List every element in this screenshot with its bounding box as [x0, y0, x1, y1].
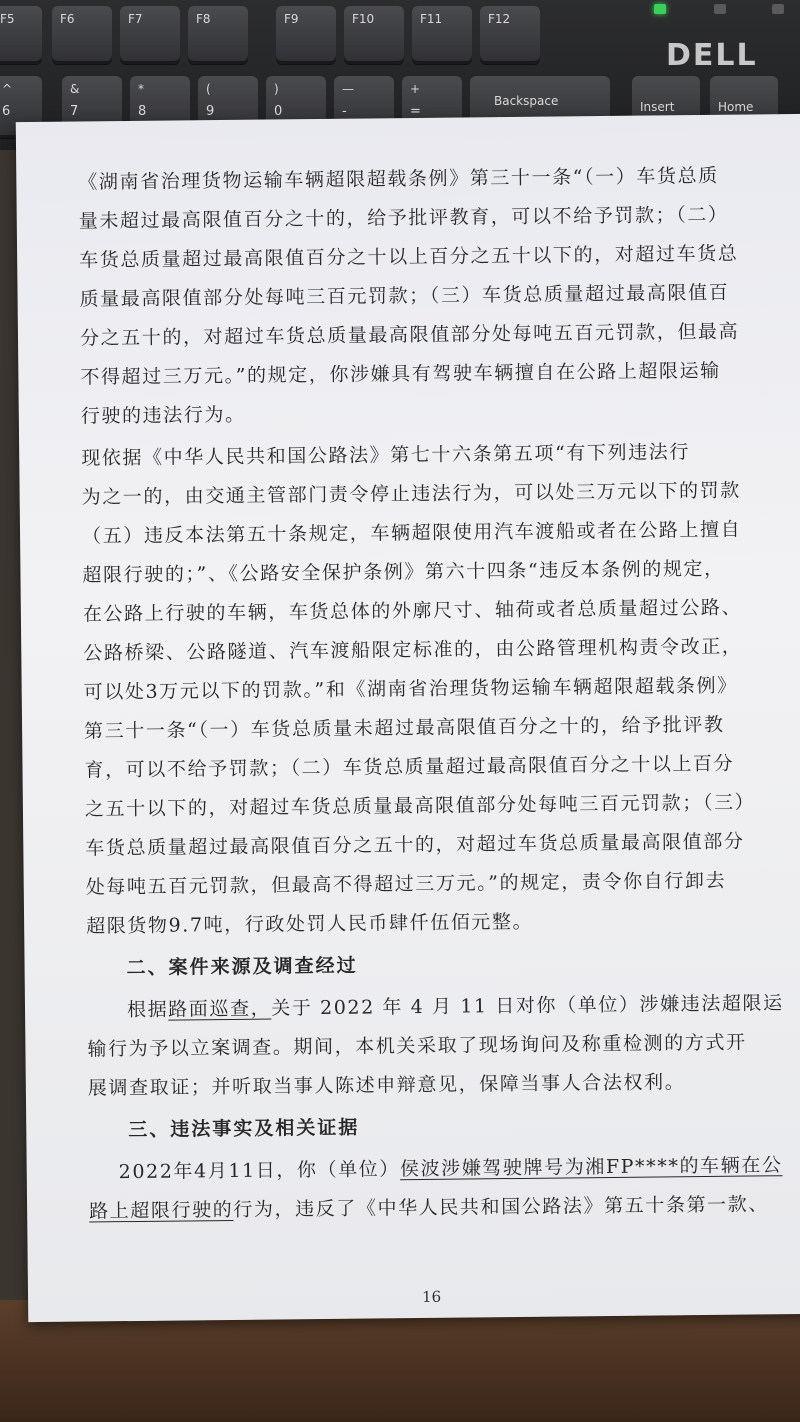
body-line: 车货总质量超过最高限值百分之五十的，对超过车货总质量最高限值部分 — [85, 830, 745, 860]
body-line — [119, 1150, 783, 1184]
key-label: * — [138, 82, 144, 96]
key-f12[interactable] — [480, 6, 540, 64]
key-label: 9 — [206, 104, 215, 119]
key-label: F11 — [420, 12, 443, 26]
body-line: 之五十以下的，对超过车货总质量最高限值部分处每吨三百元罚款；（三） — [84, 791, 756, 821]
key-f7[interactable] — [120, 6, 180, 64]
body-line: 第三十一条“（一）车货总质量未超过最高限值百分之十的，给予批评教 — [84, 713, 725, 743]
body-line: 《湖南省治理货物运输车辆超限超载条例》第三十一条“（一）车货总质 — [78, 164, 719, 194]
key-label: F12 — [488, 12, 511, 26]
body-line: 处每吨五百元罚款，但最高不得超过三万元。”的规定，责令你自行卸去 — [85, 869, 727, 899]
key-f6[interactable] — [52, 6, 112, 64]
section-heading: 三、违法事实及相关证据 — [128, 1116, 360, 1142]
key-label: F6 — [60, 12, 75, 26]
body-line: 可以处3万元以下的罚款。”和《湖南省治理货物运输车辆超限超载条例》 — [83, 674, 738, 704]
body-line: 展调查取证；并听取当事人陈述申辩意见，保障当事人合法权利。 — [87, 1071, 686, 1100]
body-line: 量未超过最高限值百分之十的，给予批评教育，可以不给予罚款；（二） — [78, 203, 729, 233]
underlined-text: 路面巡查， — [168, 997, 272, 1021]
status-led — [714, 4, 726, 14]
text-fragment: 行为，违反了《中华人民共和国公路法》第五十条第一款、 — [233, 1193, 770, 1221]
body-line: 超限行驶的；”、《公路安全保护条例》第六十四条“违反本条例的规定， — [82, 557, 725, 587]
underlined-text: 路上超限行驶的 — [89, 1198, 234, 1223]
key-label: ^ — [2, 82, 13, 96]
key-label: Backspace — [494, 94, 559, 108]
body-line: （五）违反本法第五十条规定，车辆超限使用汽车渡船或者在公路上擅自 — [81, 518, 742, 548]
body-line: 不得超过三万元。”的规定，你涉嫌具有驾驶车辆擅自在公路上超限运输 — [80, 359, 721, 389]
body-line: 分之五十的，对超过车货总质量最高限值部分处每吨五百元罚款，但最高 — [79, 320, 740, 350]
body-line: 在公路上行驶的车辆，车货总体的外廓尺寸、轴荷或者总质量超过公路、 — [82, 596, 743, 626]
body-line: 公路桥梁、公路隧道、汽车渡船限定标准的，由公路管理机构责令改正， — [83, 635, 743, 665]
key-label: - — [342, 104, 347, 119]
status-led — [772, 4, 784, 14]
text-fragment: 2022年4月11日，你（单位） — [118, 1158, 401, 1184]
section-heading: 二、案件来源及调查经过 — [126, 954, 358, 980]
key-label: Insert — [640, 100, 675, 114]
key-label: — — [342, 82, 354, 96]
key-label: ) — [274, 82, 279, 96]
key-label: = — [410, 104, 421, 119]
underlined-text: 侯波涉嫌驾驶牌号为湘FP****的车辆在公 — [399, 1154, 783, 1181]
body-line: 超限货物9.7吨，行政处罚人民币肆仟伍佰元整。 — [86, 910, 534, 938]
key-label: F7 — [128, 12, 143, 26]
key-label: & — [70, 82, 80, 96]
text-fragment: 关于 2022 年 4 月 11 日对你（单位）涉嫌违法超限运 — [271, 992, 784, 1020]
body-line: 为之一的，由交通主管部门责令停止违法行为，可以处三万元以下的罚款 — [81, 479, 741, 509]
text-fragment: 根据 — [126, 998, 169, 1022]
status-led — [654, 4, 666, 14]
key-label: 7 — [70, 104, 79, 119]
body-line: 行驶的违法行为。 — [80, 403, 246, 428]
key-label: 0 — [274, 104, 283, 119]
key-label: 6 — [2, 104, 11, 119]
key-label: F5 — [0, 12, 15, 26]
page-number: 16 — [421, 1287, 442, 1306]
key-label: F8 — [196, 12, 211, 26]
key-label: F9 — [284, 12, 299, 26]
document-page — [16, 114, 800, 1322]
body-line: 育，可以不给予罚款；（二）车货总质量超过最高限值百分之十以上百分 — [84, 752, 735, 782]
key-f9[interactable] — [276, 6, 336, 64]
body-line — [127, 988, 784, 1022]
key-f5[interactable] — [0, 6, 42, 64]
key-label: + — [410, 82, 421, 96]
body-line: 输行为予以立案调查。期间，本机关采取了现场询问及称重检测的方式开 — [87, 1031, 747, 1061]
body-line: 质量最高限值部分处每吨三百元罚款；（三）车货总质量超过最高限值百 — [79, 281, 730, 311]
body-line: 现依据《中华人民共和国公路法》第七十六条第五项“有下列违法行 — [81, 441, 691, 470]
key-label: Home — [718, 100, 754, 114]
key-f10[interactable] — [344, 6, 404, 64]
body-line — [89, 1189, 769, 1223]
key-f11[interactable] — [412, 6, 472, 64]
body-line: 车货总质量超过最高限值百分之十以上百分之五十以下的，对超过车货总 — [79, 242, 739, 272]
brand-logo: DELL — [666, 38, 758, 73]
key-label: 8 — [138, 104, 147, 119]
key-label: F10 — [352, 12, 375, 26]
key-f8[interactable] — [188, 6, 248, 64]
key-label: ( — [206, 82, 211, 96]
